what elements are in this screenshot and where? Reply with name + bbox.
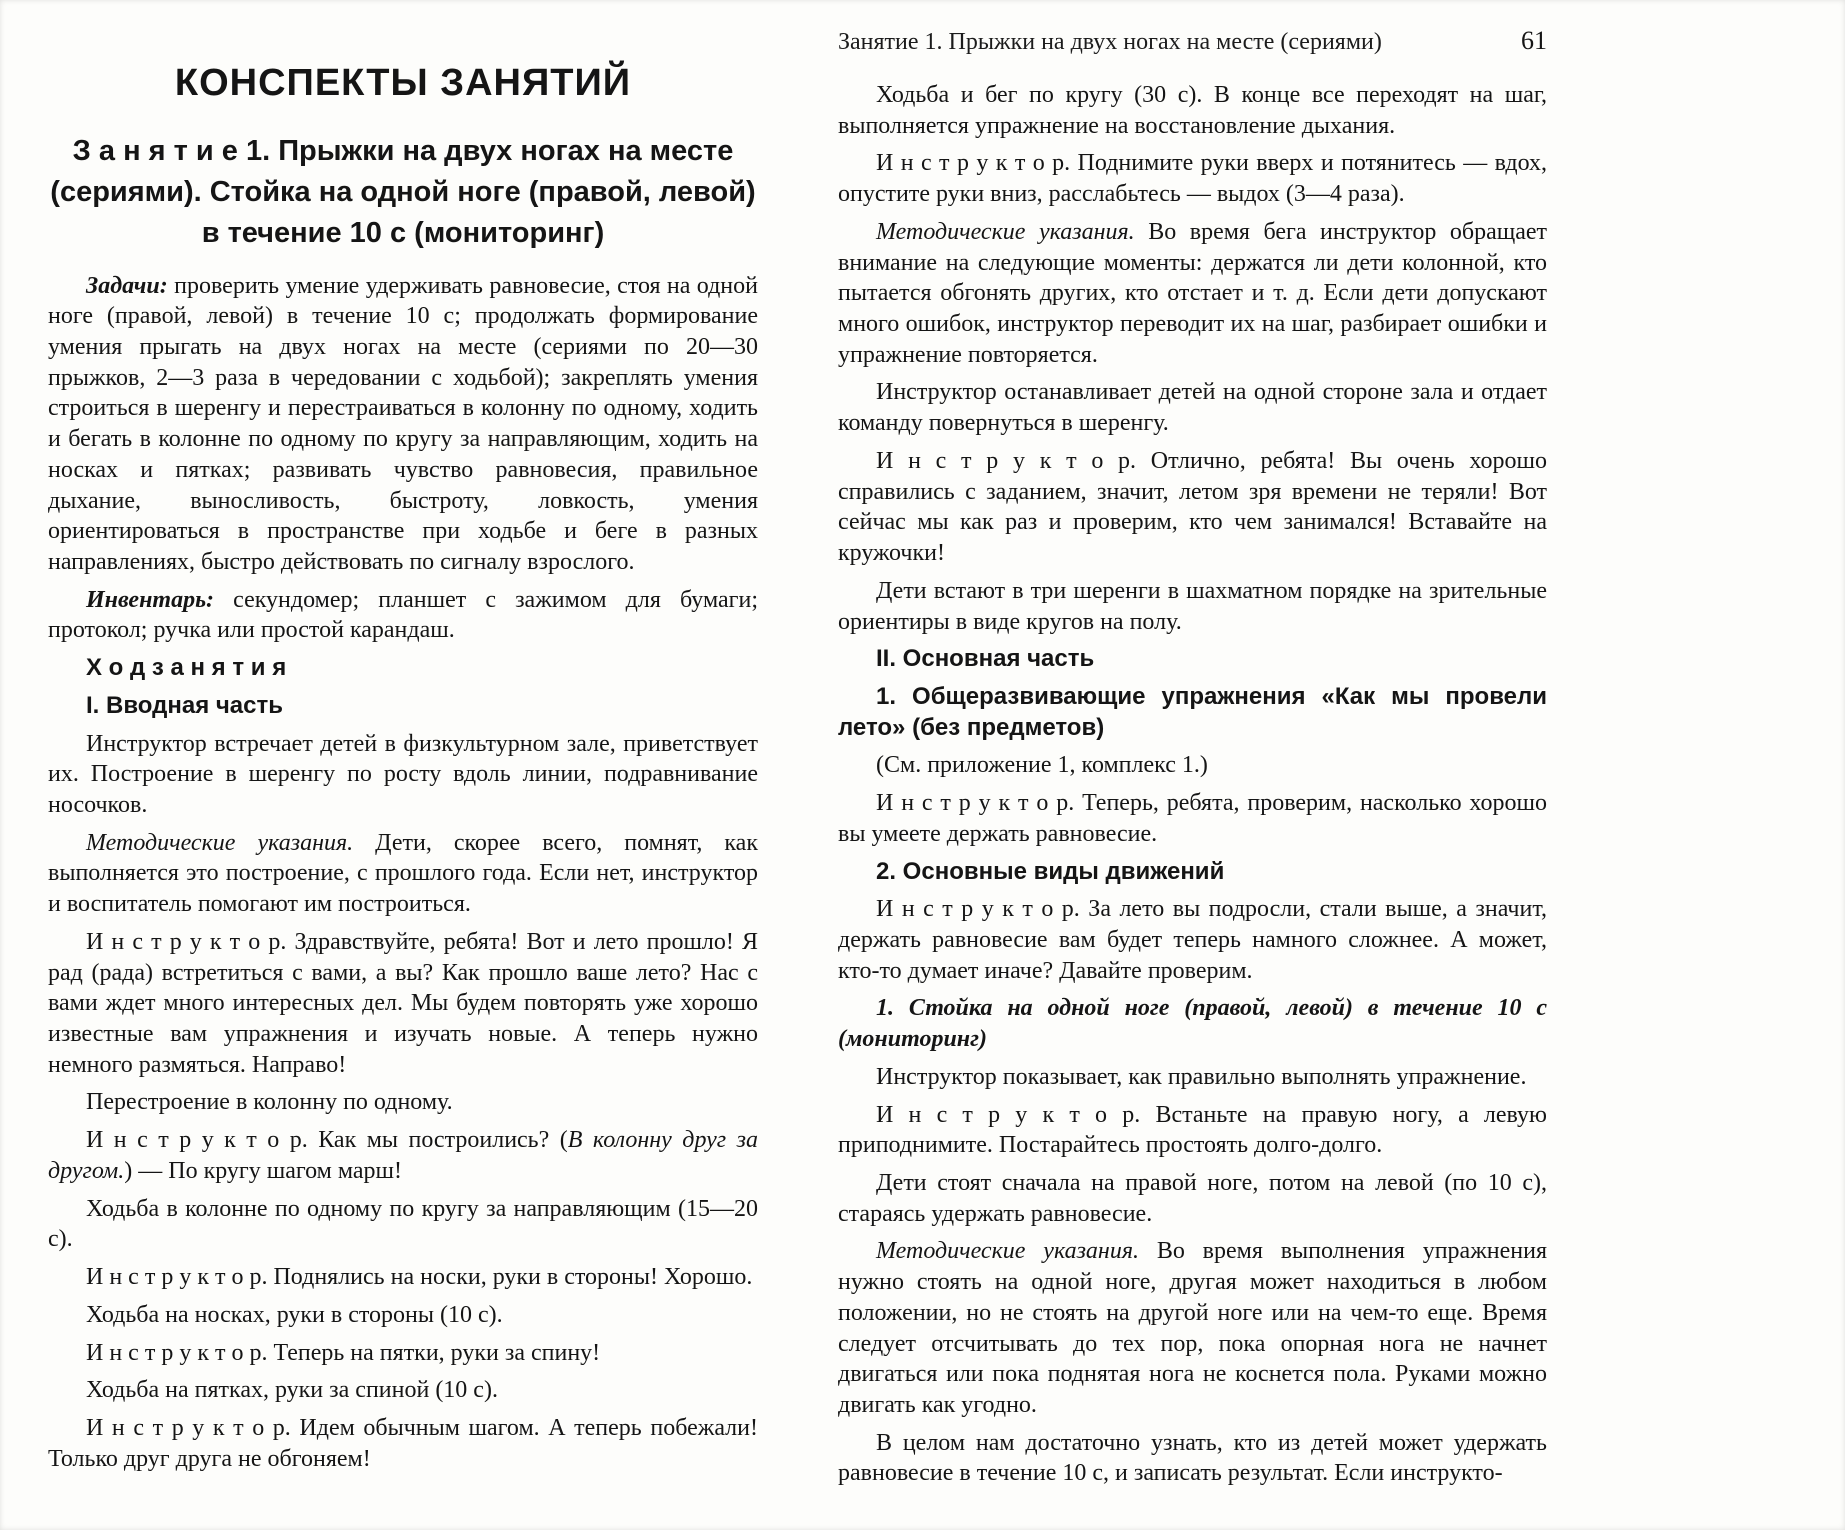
paragraph	[48, 1413, 758, 1474]
paragraph	[838, 217, 1547, 371]
paragraph	[48, 271, 758, 578]
text-segment: В целом нам достаточно узнать, кто из детей может удержать равновесие в течение 10 с, и записать результат. Если инструкто-	[838, 1429, 1547, 1487]
paragraph	[838, 1236, 1547, 1420]
paragraph	[838, 446, 1547, 569]
text-segment: Встаньте на правую ногу, а левую приподнимите. Постарайтесь простоять долго-долго.	[838, 1101, 1547, 1159]
stage-direction	[48, 729, 758, 821]
sub-heading	[838, 857, 1547, 888]
text-segment: И н с т р у к т о р.	[876, 150, 1071, 177]
text-segment: И н с т р у к т о р.	[86, 928, 287, 955]
section-heading	[838, 644, 1547, 675]
text-segment: Инструктор останавливает детей на одной стороне зала и отдает команду повернуться в шеренгу.	[838, 379, 1547, 437]
paragraph	[48, 1338, 758, 1369]
paragraph	[48, 927, 758, 1081]
text-segment: Идем обычным шагом. А теперь побежали! Только друг друга не обгоняем!	[48, 1414, 758, 1472]
text-segment: Инструктор показывает, как правильно выполнять упражнение.	[876, 1063, 1527, 1090]
paragraph	[838, 894, 1547, 986]
text-segment: 2. Основные виды движений	[876, 857, 1225, 885]
text-segment: II. Основная часть	[876, 645, 1095, 673]
text-segment: Во время бега инструктор обращает внимание на следующие моменты: держатся ли дети колонной, кто пытается обгонять других, кто отстает и т. д. Если дети допускают много ошибок, инструктор переводит их на шаг, разбирает ошибки и упражнение повторяется.	[838, 218, 1547, 368]
text-segment: Во время выполнения упражнения нужно стоять на одной ноге, другая может находиться в любом положении, но не стоять на другой ноге или на чем-то еще. Время следует отсчитывать до тех пор, пока опорная нога не начнет двигаться или пока поднятая нога не коснется пола. Руками можно двигать как угодно.	[838, 1238, 1548, 1419]
stage-direction	[838, 377, 1547, 438]
text-segment: И н с т р у к т о р.	[86, 1264, 268, 1291]
text-segment: За лето вы подросли, стали выше, а значит, держать равновесие вам будет теперь намного сложнее. А может, кто-то думает иначе? Давайте проверим.	[838, 896, 1548, 984]
text-segment: секундомер; планшет с зажимом для бумаги; протокол; ручка или простой карандаш.	[48, 586, 758, 644]
stage-direction	[838, 1168, 1547, 1229]
text-segment: Задачи:	[86, 272, 168, 299]
text-segment: Здравствуйте, ребята! Вот и лето прошло! Я рад (рада) встретиться с вами, а вы? Как прошло ваше лето? Нас с вами ждет много интересных дел. Мы будем повторять уже хорошо известные вам упражнения и изучать новые. А теперь нужно немного размяться. Направо!	[48, 928, 758, 1078]
text-segment: Отлично, ребята! Вы очень хорошо справились с заданием, значит, летом зря времени не теряли! Вот сейчас мы как раз и проверим, кто чем занимался! Вставайте на кружочки!	[838, 447, 1548, 567]
text-segment: Ходьба на пятках, руки за спиной (10 с).	[86, 1377, 498, 1404]
paragraph	[838, 1100, 1547, 1161]
stage-direction	[838, 1062, 1547, 1093]
stage-direction	[838, 80, 1547, 141]
text-segment: И н с т р у к т о р.	[86, 1414, 291, 1441]
paragraph	[838, 750, 1547, 781]
text-segment: Х о д з а н я т и я	[86, 654, 287, 682]
text-segment: Как мы построились? (	[307, 1127, 568, 1154]
lesson-title: З а н я т и е 1. Прыжки на двух ногах на месте (сериями). Стойка на одной ноге (правой, левой) в течение 10 с (мониторинг)	[50, 135, 756, 250]
exercise-heading	[838, 993, 1547, 1054]
text-segment: Теперь на пятки, руки за спину!	[267, 1339, 601, 1366]
page-right	[800, 0, 1845, 1530]
text-segment: 1. Общеразвивающие упражнения «Как мы провели лето» (без предметов)	[838, 682, 1547, 741]
text-segment: И н с т р у к т о р.	[876, 896, 1080, 923]
text-segment: Теперь, ребята, проверим, насколько хорошо вы умеете держать равновесие.	[838, 790, 1547, 847]
text-segment: Методические указания.	[876, 218, 1135, 245]
text-segment: Инвентарь:	[86, 586, 215, 613]
stage-direction	[48, 1300, 758, 1331]
text-segment: ) — По кругу шагом марш!	[124, 1157, 403, 1184]
stage-direction	[838, 576, 1547, 637]
paragraph	[838, 1428, 1547, 1489]
paragraph	[48, 828, 758, 920]
text-segment: Перестроение в колонну по одному.	[86, 1089, 453, 1116]
text-segment: Дети встают в три шеренги в шахматном порядке на зрительные ориентиры в виде кругов на полу.	[838, 577, 1547, 635]
running-title: Занятие 1. Прыжки на двух ногах на месте (сериями)	[838, 29, 1382, 55]
text-segment: И н с т р у к т о р.	[876, 790, 1075, 817]
text-segment: I. Вводная часть	[86, 691, 284, 719]
text-segment: Инструктор встречает детей в физкультурном зале, приветствует их. Построение в шеренгу по росту вдоль линии, подравнивание носочков.	[48, 730, 758, 819]
section-heading	[48, 691, 758, 722]
text-segment: И н с т р у к т о р.	[86, 1127, 308, 1154]
stage-direction	[48, 1087, 758, 1118]
text-segment: И н с т р у к т о р.	[876, 1101, 1141, 1128]
sub-heading	[838, 682, 1547, 743]
paragraph	[48, 1262, 758, 1293]
text-segment: проверить умение удерживать равновесие, стоя на одной ноге (правой, левой) в течение 10 с; продолжать формирование умения прыгать на двух ногах на месте (сериями по 20—30 прыжков, 2—3 раза в чередовании с ходьбой); закреплять умения строиться в шеренгу и перестраиваться в колонну по одному, ходить и бегать в колонне по одному по кругу за направляющим, ходить на носках и пятках; развивать чувство равновесия, правильное дыхание, выносливость, быстроту, ловкость, умения ориентироваться в пространстве при ходьбе и беге в разных направлениях, быстро действовать по сигналу взрослого.	[48, 272, 758, 575]
text-segment: (См. приложение 1, комплекс 1.)	[876, 752, 1208, 779]
page-left	[0, 0, 800, 1530]
running-header	[838, 26, 1547, 56]
text-segment: Поднимите руки вверх и потянитесь — вдох, опустите руки вниз, расслабьтесь — выдох (3—4 раза).	[838, 150, 1547, 208]
paragraph	[838, 788, 1547, 849]
left-page-text	[48, 271, 758, 1475]
paragraph	[48, 1125, 758, 1186]
text-segment: 1. Стойка на одной ноге (правой, левой) в течение 10 с (мониторинг)	[838, 995, 1547, 1053]
right-page-text	[838, 80, 1547, 1489]
text-segment: Методические указания.	[876, 1238, 1139, 1265]
text-segment: Дети, скорее всего, помнят, как выполняется это построение, с прошлого года. Если нет, инструктор и воспитатель помогают им построиться.	[48, 829, 758, 918]
text-segment: Методические указания.	[86, 829, 354, 856]
text-segment: Дети стоят сначала на правой ноге, потом на левой (по 10 с), стараясь удержать равновесие.	[838, 1170, 1547, 1227]
page-number: 61	[1521, 26, 1547, 55]
stage-direction	[48, 1375, 758, 1406]
stage-direction	[48, 1194, 758, 1255]
text-segment: Ходьба на носках, руки в стороны (10 с).	[86, 1301, 503, 1328]
text-segment: Ходьба и бег по кругу (30 с). В конце все переходят на шаг, выполняется упражнение на восстановление дыхания.	[838, 82, 1547, 139]
text-segment: В колонну друг за другом.	[48, 1127, 758, 1184]
paragraph	[838, 148, 1547, 209]
text-segment: И н с т р у к т о р.	[86, 1339, 268, 1366]
text-segment: И н с т р у к т о р.	[876, 447, 1137, 474]
main-title: КОНСПЕКТЫ ЗАНЯТИЙ	[174, 62, 632, 104]
text-segment: Ходьба в колонне по одному по кругу за направляющим (15—20 с).	[48, 1195, 758, 1253]
paragraph	[48, 585, 758, 646]
chapter-subtitle	[48, 653, 758, 684]
text-segment: Поднялись на носки, руки в стороны! Хорошо.	[267, 1264, 753, 1291]
